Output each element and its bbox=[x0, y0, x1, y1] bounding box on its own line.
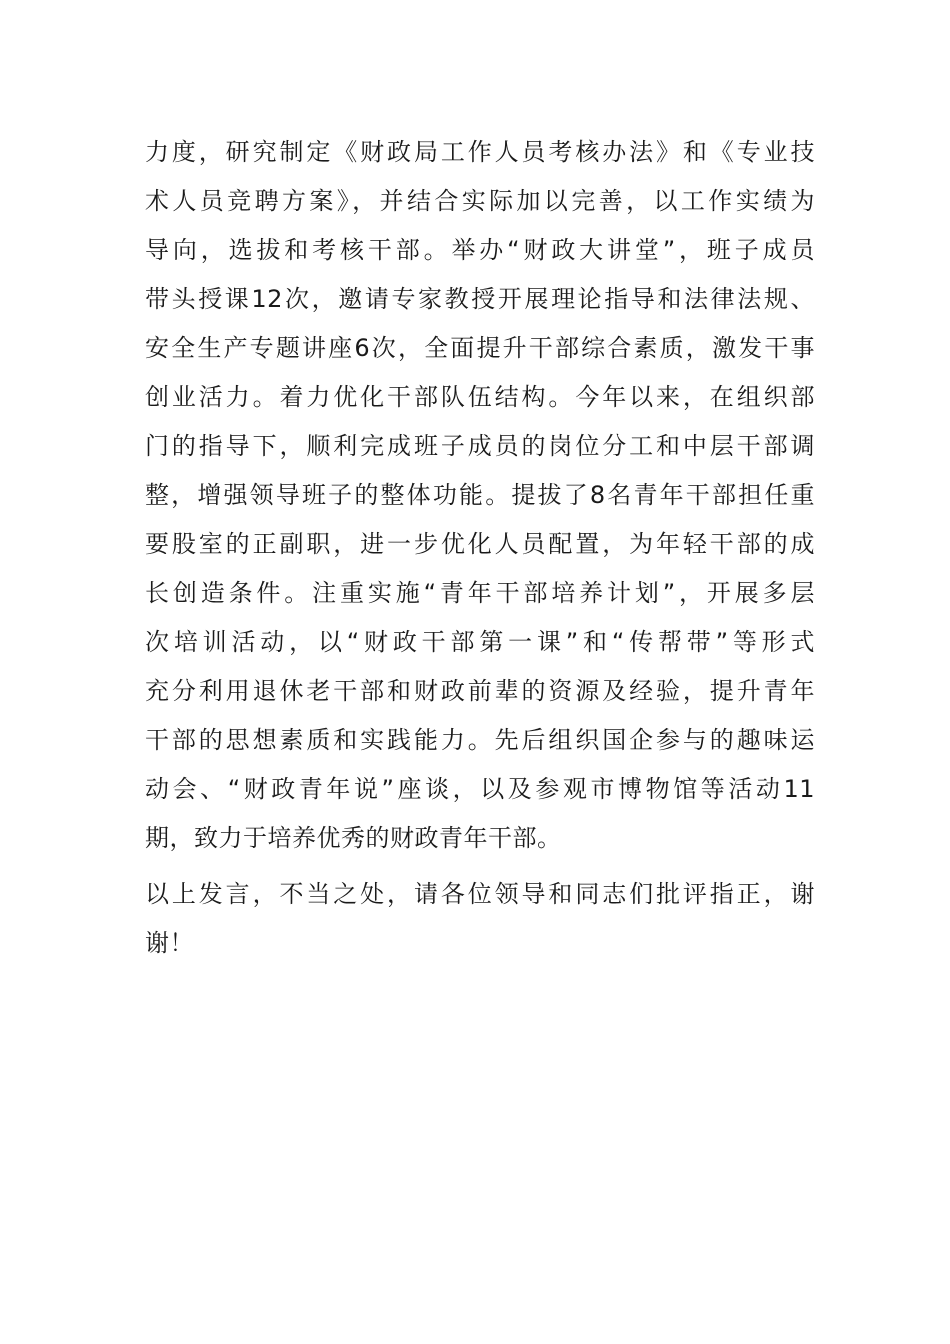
paragraph-line: 术人员竞聘方案》，并结合实际加以完善，以工作实绩为 bbox=[145, 187, 815, 215]
paragraph-line: 安全生产专题讲座6次，全面提升干部综合素质，激发干事 bbox=[145, 334, 815, 362]
paragraph-line: 要股室的正副职，进一步优化人员配置，为年轻干部的成 bbox=[145, 530, 815, 558]
paragraph-line: 干部的思想素质和实践能力。先后组织国企参与的趣味运 bbox=[145, 726, 815, 754]
paragraph-line: 整，增强领导班子的整体功能。提拔了8名青年干部担任重 bbox=[145, 481, 815, 509]
body-paragraph bbox=[145, 128, 815, 863]
paragraph-line: 期，致力于培养优秀的财政青年干部。 bbox=[145, 824, 562, 852]
paragraph-line: 次培训活动，以“财政干部第一课”和“传帮带”等形式 bbox=[145, 628, 815, 656]
paragraph-line: 充分利用退休老干部和财政前辈的资源及经验，提升青年 bbox=[145, 677, 815, 705]
paragraph-line: 长创造条件。注重实施“青年干部培养计划”，开展多层 bbox=[145, 579, 815, 607]
paragraph-line: 导向，选拔和考核干部。举办“财政大讲堂”，班子成员 bbox=[145, 236, 815, 264]
paragraph-line: 创业活力。着力优化干部队伍结构。今年以来，在组织部 bbox=[145, 383, 815, 411]
closing-paragraph bbox=[145, 870, 815, 968]
paragraph-line: 动会、“财政青年说”座谈，以及参观市博物馆等活动11 bbox=[145, 775, 815, 803]
paragraph-line: 谢！ bbox=[145, 929, 194, 957]
paragraph-line: 带头授课12次，邀请专家教授开展理论指导和法律法规、 bbox=[145, 285, 815, 313]
paragraph-line: 力度，研究制定《财政局工作人员考核办法》和《专业技 bbox=[145, 138, 815, 166]
paragraph-line: 以上发言，不当之处，请各位领导和同志们批评指正，谢 bbox=[145, 880, 815, 908]
paragraph-line: 门的指导下，顺利完成班子成员的岗位分工和中层干部调 bbox=[145, 432, 815, 460]
